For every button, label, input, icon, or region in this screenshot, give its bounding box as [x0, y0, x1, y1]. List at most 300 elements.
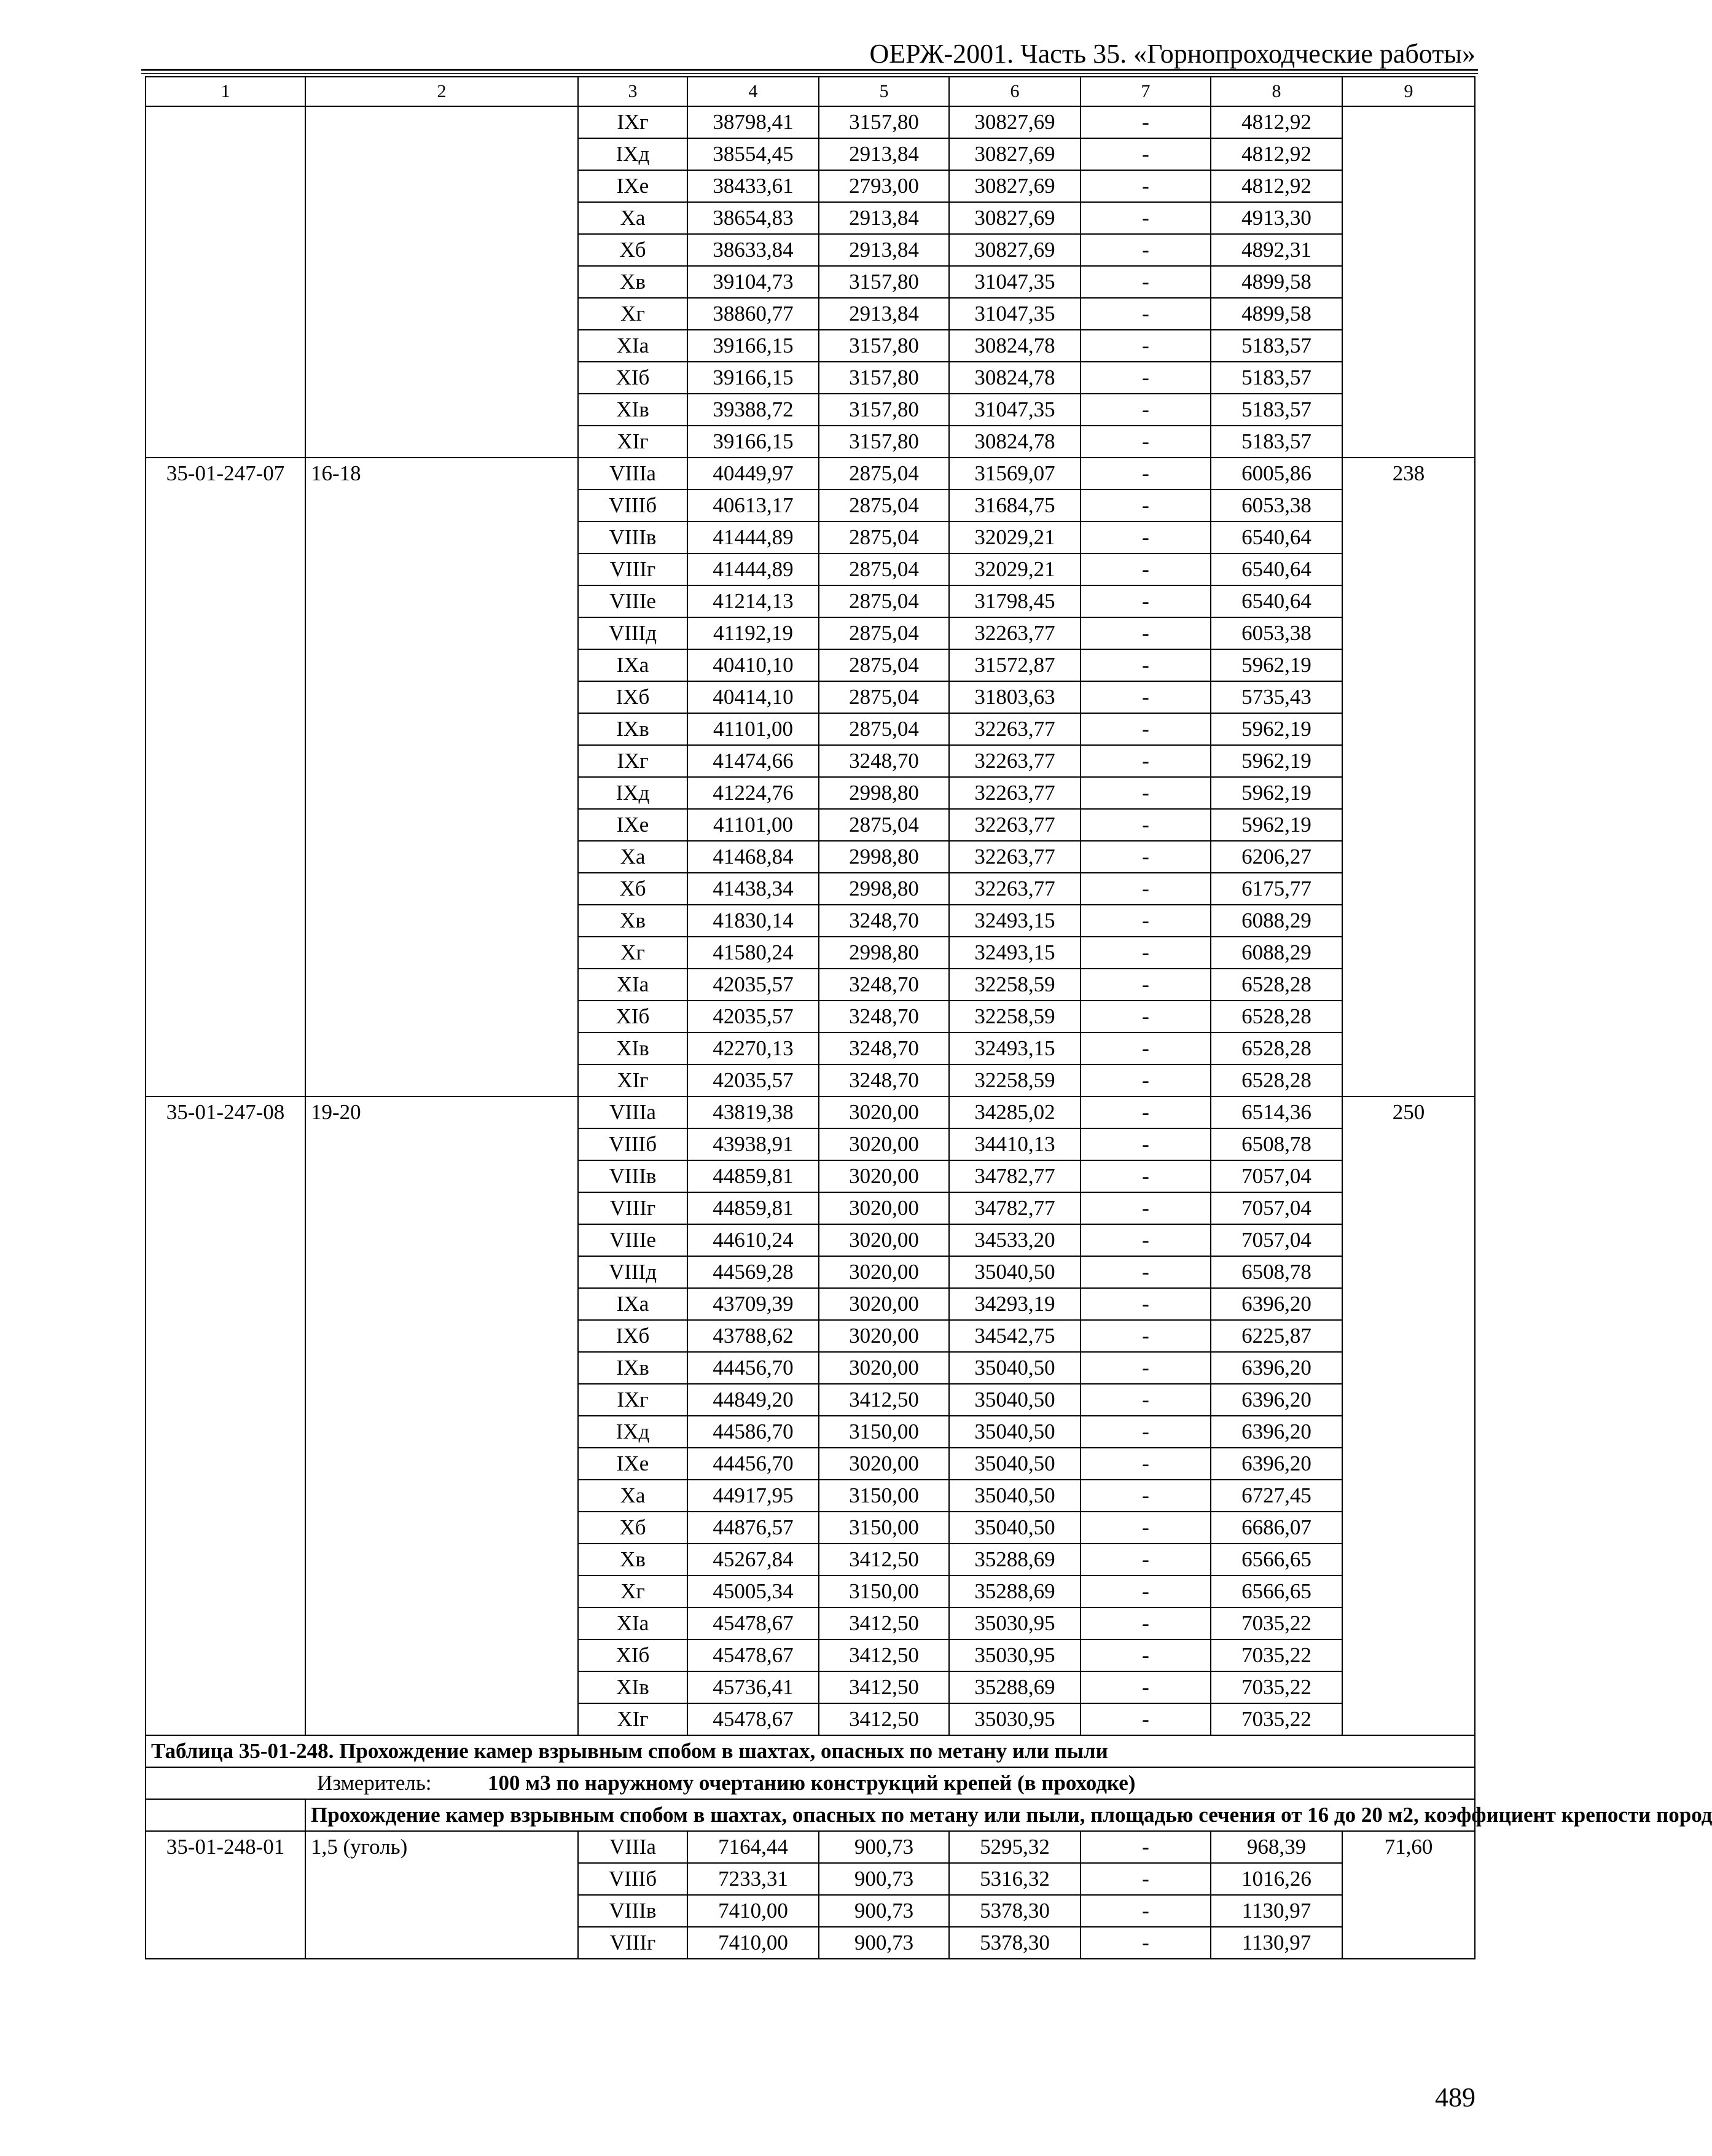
table-row [146, 1831, 1475, 1863]
total-cost-cell: 45736,41 [687, 1671, 819, 1703]
total-cost-cell: 44569,28 [687, 1256, 819, 1288]
driver-wage-cell: - [1081, 1224, 1211, 1256]
total-cost-cell: 7410,00 [687, 1895, 819, 1927]
machine-cost-cell: 32263,77 [949, 873, 1081, 905]
labor-cost-cell: 900,73 [819, 1863, 949, 1895]
driver-wage-cell: - [1081, 1863, 1211, 1895]
machine-cost-cell: 32493,15 [949, 905, 1081, 937]
machine-cost-cell: 30827,69 [949, 234, 1081, 266]
total-cost-cell: 39166,15 [687, 426, 819, 458]
labor-cost-cell: 3020,00 [819, 1256, 949, 1288]
materials-cost-cell: 6566,65 [1211, 1576, 1342, 1607]
total-cost-cell: 45267,84 [687, 1544, 819, 1576]
rock-category-cell: XIа [578, 1607, 687, 1639]
labor-cost-cell: 2875,04 [819, 681, 949, 713]
total-cost-cell: 42035,57 [687, 1001, 819, 1033]
materials-cost-cell: 7035,22 [1211, 1639, 1342, 1671]
unit-label: Измеритель: [317, 1771, 432, 1795]
rate-code-cell: 35-01-248-01 [146, 1831, 305, 1959]
machine-cost-cell: 34285,02 [949, 1096, 1081, 1128]
labor-cost-cell: 2875,04 [819, 458, 949, 490]
unit-row [146, 1767, 1475, 1799]
materials-cost-cell: 6528,28 [1211, 1064, 1342, 1096]
machine-cost-cell: 31047,35 [949, 394, 1081, 426]
rock-category-cell: Xа [578, 1480, 687, 1512]
total-cost-cell: 43938,91 [687, 1128, 819, 1160]
machine-cost-cell: 32263,77 [949, 841, 1081, 873]
table-title: Таблица 35-01-248. Прохождение камер взрывным спобом в шахтах, опасных по метану или пыли [146, 1735, 1475, 1767]
driver-wage-cell: - [1081, 809, 1211, 841]
driver-wage-cell: - [1081, 266, 1211, 298]
rock-category-cell: Xб [578, 1512, 687, 1544]
driver-wage-cell: - [1081, 106, 1211, 138]
total-cost-cell: 41438,34 [687, 873, 819, 905]
materials-cost-cell: 6396,20 [1211, 1288, 1342, 1320]
rock-category-cell: VIIIб [578, 490, 687, 521]
machine-cost-cell: 34782,77 [949, 1160, 1081, 1192]
machine-cost-cell: 34410,13 [949, 1128, 1081, 1160]
machine-cost-cell: 30827,69 [949, 138, 1081, 170]
table-title-row [146, 1735, 1475, 1767]
labor-cost-cell: 3412,50 [819, 1544, 949, 1576]
driver-wage-cell: - [1081, 1256, 1211, 1288]
col-num-5: 5 [819, 77, 949, 106]
rock-category-cell: IXв [578, 713, 687, 745]
driver-wage-cell: - [1081, 170, 1211, 202]
total-cost-cell: 38554,45 [687, 138, 819, 170]
labor-cost-cell: 2913,84 [819, 202, 949, 234]
labor-cost-cell: 3150,00 [819, 1416, 949, 1448]
total-cost-cell: 44586,70 [687, 1416, 819, 1448]
total-cost-cell: 44456,70 [687, 1448, 819, 1480]
rock-category-cell: VIIIб [578, 1128, 687, 1160]
total-cost-cell: 41830,14 [687, 905, 819, 937]
driver-wage-cell: - [1081, 1416, 1211, 1448]
machine-cost-cell: 35030,95 [949, 1639, 1081, 1671]
machine-cost-cell: 35040,50 [949, 1512, 1081, 1544]
machine-cost-cell: 32263,77 [949, 713, 1081, 745]
labor-cost-cell: 2875,04 [819, 713, 949, 745]
total-cost-cell: 44876,57 [687, 1512, 819, 1544]
rock-category-cell: Xг [578, 298, 687, 330]
labor-cost-cell: 900,73 [819, 1895, 949, 1927]
total-cost-cell: 39104,73 [687, 266, 819, 298]
driver-wage-cell: - [1081, 969, 1211, 1001]
rock-category-cell: XIа [578, 969, 687, 1001]
work-description: Прохождение камер взрывным спобом в шахтах, опасных по метану или пыли, площадью сечения от 16 до 20 м2, коэффициент крепости пород [305, 1799, 1475, 1831]
machine-cost-cell: 35288,69 [949, 1576, 1081, 1607]
driver-wage-cell: - [1081, 1352, 1211, 1384]
labor-cost-cell: 900,73 [819, 1831, 949, 1863]
labor-cost-cell: 3150,00 [819, 1480, 949, 1512]
machine-cost-cell: 32493,15 [949, 937, 1081, 969]
driver-wage-cell: - [1081, 330, 1211, 362]
rock-category-cell: IXб [578, 681, 687, 713]
total-cost-cell: 38654,83 [687, 202, 819, 234]
total-cost-cell: 44456,70 [687, 1352, 819, 1384]
labor-hours-cell [1342, 106, 1475, 458]
total-cost-cell: 45478,67 [687, 1639, 819, 1671]
materials-cost-cell: 4892,31 [1211, 234, 1342, 266]
labor-cost-cell: 3248,70 [819, 1001, 949, 1033]
total-cost-cell: 40449,97 [687, 458, 819, 490]
materials-cost-cell: 5183,57 [1211, 426, 1342, 458]
rock-category-cell: XIв [578, 1671, 687, 1703]
driver-wage-cell: - [1081, 905, 1211, 937]
materials-cost-cell: 5962,19 [1211, 809, 1342, 841]
labor-cost-cell: 3150,00 [819, 1576, 949, 1607]
header-rule [141, 69, 1478, 71]
labor-cost-cell: 3020,00 [819, 1224, 949, 1256]
rock-category-cell: XIб [578, 362, 687, 394]
total-cost-cell: 40410,10 [687, 649, 819, 681]
machine-cost-cell: 31569,07 [949, 458, 1081, 490]
driver-wage-cell: - [1081, 1639, 1211, 1671]
labor-cost-cell: 2998,80 [819, 873, 949, 905]
materials-cost-cell: 6508,78 [1211, 1256, 1342, 1288]
materials-cost-cell: 5962,19 [1211, 713, 1342, 745]
description-blank-cell [146, 1799, 305, 1831]
machine-cost-cell: 5295,32 [949, 1831, 1081, 1863]
labor-cost-cell: 2913,84 [819, 298, 949, 330]
labor-cost-cell: 3157,80 [819, 106, 949, 138]
labor-cost-cell: 2875,04 [819, 490, 949, 521]
labor-cost-cell: 2793,00 [819, 170, 949, 202]
machine-cost-cell: 31803,63 [949, 681, 1081, 713]
materials-cost-cell: 6540,64 [1211, 521, 1342, 553]
parameter-cell: 19-20 [305, 1096, 578, 1735]
labor-cost-cell: 3248,70 [819, 745, 949, 777]
driver-wage-cell: - [1081, 553, 1211, 585]
materials-cost-cell: 6396,20 [1211, 1352, 1342, 1384]
labor-hours-cell: 250 [1342, 1096, 1475, 1735]
driver-wage-cell: - [1081, 298, 1211, 330]
rock-category-cell: IXб [578, 1320, 687, 1352]
labor-cost-cell: 2875,04 [819, 521, 949, 553]
materials-cost-cell: 1130,97 [1211, 1927, 1342, 1959]
rock-category-cell: VIIIа [578, 1831, 687, 1863]
rate-code-cell: 35-01-247-07 [146, 458, 305, 1096]
rock-category-cell: IXг [578, 106, 687, 138]
total-cost-cell: 41214,13 [687, 585, 819, 617]
labor-cost-cell: 3020,00 [819, 1320, 949, 1352]
driver-wage-cell: - [1081, 617, 1211, 649]
materials-cost-cell: 6528,28 [1211, 969, 1342, 1001]
rate-code-cell: 35-01-247-08 [146, 1096, 305, 1735]
driver-wage-cell: - [1081, 841, 1211, 873]
total-cost-cell: 41474,66 [687, 745, 819, 777]
machine-cost-cell: 5378,30 [949, 1927, 1081, 1959]
labor-cost-cell: 3020,00 [819, 1192, 949, 1224]
machine-cost-cell: 32263,77 [949, 617, 1081, 649]
machine-cost-cell: 30827,69 [949, 106, 1081, 138]
labor-cost-cell: 2875,04 [819, 649, 949, 681]
rock-category-cell: Xв [578, 266, 687, 298]
machine-cost-cell: 35040,50 [949, 1384, 1081, 1416]
rock-category-cell: IXа [578, 649, 687, 681]
description-row [146, 1799, 1475, 1831]
materials-cost-cell: 6053,38 [1211, 490, 1342, 521]
rock-category-cell: Xб [578, 873, 687, 905]
parameter-cell: 16-18 [305, 458, 578, 1096]
col-num-4: 4 [687, 77, 819, 106]
total-cost-cell: 41192,19 [687, 617, 819, 649]
machine-cost-cell: 5316,32 [949, 1863, 1081, 1895]
total-cost-cell: 39166,15 [687, 330, 819, 362]
materials-cost-cell: 6396,20 [1211, 1384, 1342, 1416]
rock-category-cell: XIг [578, 1064, 687, 1096]
driver-wage-cell: - [1081, 458, 1211, 490]
driver-wage-cell: - [1081, 777, 1211, 809]
labor-cost-cell: 3020,00 [819, 1128, 949, 1160]
driver-wage-cell: - [1081, 1480, 1211, 1512]
rock-category-cell: VIIIб [578, 1863, 687, 1895]
labor-cost-cell: 3412,50 [819, 1384, 949, 1416]
materials-cost-cell: 4812,92 [1211, 138, 1342, 170]
rock-category-cell: VIIIг [578, 1927, 687, 1959]
driver-wage-cell: - [1081, 1128, 1211, 1160]
materials-cost-cell: 7057,04 [1211, 1224, 1342, 1256]
total-cost-cell: 43709,39 [687, 1288, 819, 1320]
rock-category-cell: VIIIа [578, 1096, 687, 1128]
materials-cost-cell: 6508,78 [1211, 1128, 1342, 1160]
rock-category-cell: Xг [578, 1576, 687, 1607]
rock-category-cell: VIIIд [578, 1256, 687, 1288]
labor-cost-cell: 2875,04 [819, 553, 949, 585]
rock-category-cell: VIIIг [578, 553, 687, 585]
col-num-8: 8 [1211, 77, 1342, 106]
driver-wage-cell: - [1081, 1671, 1211, 1703]
rock-category-cell: VIIIд [578, 617, 687, 649]
rock-category-cell: IXд [578, 138, 687, 170]
rock-category-cell: Xв [578, 905, 687, 937]
rock-category-cell: XIв [578, 1033, 687, 1064]
driver-wage-cell: - [1081, 426, 1211, 458]
machine-cost-cell: 30827,69 [949, 202, 1081, 234]
labor-cost-cell: 3157,80 [819, 266, 949, 298]
rock-category-cell: IXд [578, 1416, 687, 1448]
total-cost-cell: 7164,44 [687, 1831, 819, 1863]
materials-cost-cell: 7057,04 [1211, 1192, 1342, 1224]
materials-cost-cell: 4812,92 [1211, 106, 1342, 138]
total-cost-cell: 43788,62 [687, 1320, 819, 1352]
rock-category-cell: XIг [578, 426, 687, 458]
labor-cost-cell: 3157,80 [819, 426, 949, 458]
materials-cost-cell: 5962,19 [1211, 649, 1342, 681]
machine-cost-cell: 34782,77 [949, 1192, 1081, 1224]
materials-cost-cell: 4913,30 [1211, 202, 1342, 234]
parameter-cell [305, 106, 578, 458]
labor-cost-cell: 2913,84 [819, 138, 949, 170]
table-row [146, 458, 1475, 490]
rock-category-cell: XIг [578, 1703, 687, 1735]
total-cost-cell: 38798,41 [687, 106, 819, 138]
materials-cost-cell: 4899,58 [1211, 266, 1342, 298]
machine-cost-cell: 32029,21 [949, 553, 1081, 585]
labor-cost-cell: 2913,84 [819, 234, 949, 266]
table-row [146, 106, 1475, 138]
materials-cost-cell: 6528,28 [1211, 1033, 1342, 1064]
col-num-7: 7 [1081, 77, 1211, 106]
labor-cost-cell: 2998,80 [819, 937, 949, 969]
materials-cost-cell: 5962,19 [1211, 777, 1342, 809]
total-cost-cell: 41101,00 [687, 809, 819, 841]
labor-cost-cell: 3150,00 [819, 1512, 949, 1544]
unit-value: 100 м3 по наружному очертанию конструкций крепей (в проходке) [488, 1771, 1136, 1795]
driver-wage-cell: - [1081, 1160, 1211, 1192]
total-cost-cell: 44849,20 [687, 1384, 819, 1416]
table-body [146, 77, 1712, 1959]
driver-wage-cell: - [1081, 1895, 1211, 1927]
driver-wage-cell: - [1081, 1096, 1211, 1128]
materials-cost-cell: 7035,22 [1211, 1671, 1342, 1703]
machine-cost-cell: 35040,50 [949, 1448, 1081, 1480]
driver-wage-cell: - [1081, 1384, 1211, 1416]
driver-wage-cell: - [1081, 649, 1211, 681]
materials-cost-cell: 6396,20 [1211, 1416, 1342, 1448]
labor-cost-cell: 3157,80 [819, 394, 949, 426]
machine-cost-cell: 34533,20 [949, 1224, 1081, 1256]
total-cost-cell: 39388,72 [687, 394, 819, 426]
materials-cost-cell: 6053,38 [1211, 617, 1342, 649]
machine-cost-cell: 32493,15 [949, 1033, 1081, 1064]
rock-category-cell: IXд [578, 777, 687, 809]
rock-category-cell: VIIIв [578, 1160, 687, 1192]
labor-hours-cell: 238 [1342, 458, 1475, 1096]
machine-cost-cell: 35030,95 [949, 1607, 1081, 1639]
materials-cost-cell: 5183,57 [1211, 330, 1342, 362]
rock-category-cell: XIб [578, 1001, 687, 1033]
col-num-1: 1 [146, 77, 305, 106]
driver-wage-cell: - [1081, 138, 1211, 170]
machine-cost-cell: 32029,21 [949, 521, 1081, 553]
labor-cost-cell: 3020,00 [819, 1160, 949, 1192]
rate-code-cell [146, 106, 305, 458]
machine-cost-cell: 31798,45 [949, 585, 1081, 617]
labor-hours-cell: 71,60 [1342, 1831, 1475, 1959]
table-row [146, 1096, 1475, 1128]
total-cost-cell: 38433,61 [687, 170, 819, 202]
col-num-6: 6 [949, 77, 1081, 106]
driver-wage-cell: - [1081, 1927, 1211, 1959]
machine-cost-cell: 35030,95 [949, 1703, 1081, 1735]
col-num-3: 3 [578, 77, 687, 106]
driver-wage-cell: - [1081, 713, 1211, 745]
machine-cost-cell: 31047,35 [949, 266, 1081, 298]
labor-cost-cell: 3020,00 [819, 1096, 949, 1128]
labor-cost-cell: 3157,80 [819, 330, 949, 362]
labor-cost-cell: 2875,04 [819, 585, 949, 617]
driver-wage-cell: - [1081, 873, 1211, 905]
rock-category-cell: XIв [578, 394, 687, 426]
driver-wage-cell: - [1081, 1512, 1211, 1544]
materials-cost-cell: 4812,92 [1211, 170, 1342, 202]
driver-wage-cell: - [1081, 937, 1211, 969]
driver-wage-cell: - [1081, 1192, 1211, 1224]
materials-cost-cell: 6514,36 [1211, 1096, 1342, 1128]
materials-cost-cell: 5183,57 [1211, 394, 1342, 426]
labor-cost-cell: 900,73 [819, 1927, 949, 1959]
total-cost-cell: 44859,81 [687, 1192, 819, 1224]
labor-cost-cell: 3412,50 [819, 1639, 949, 1671]
parameter-cell: 1,5 (уголь) [305, 1831, 578, 1959]
labor-cost-cell: 3020,00 [819, 1448, 949, 1480]
rock-category-cell: VIIIе [578, 585, 687, 617]
driver-wage-cell: - [1081, 1288, 1211, 1320]
materials-cost-cell: 968,39 [1211, 1831, 1342, 1863]
rates-table [145, 76, 1712, 1959]
machine-cost-cell: 35040,50 [949, 1416, 1081, 1448]
materials-cost-cell: 7035,22 [1211, 1703, 1342, 1735]
labor-cost-cell: 3248,70 [819, 905, 949, 937]
driver-wage-cell: - [1081, 1064, 1211, 1096]
driver-wage-cell: - [1081, 1703, 1211, 1735]
rock-category-cell: IXе [578, 809, 687, 841]
materials-cost-cell: 1016,26 [1211, 1863, 1342, 1895]
rock-category-cell: Xа [578, 202, 687, 234]
labor-cost-cell: 3248,70 [819, 1033, 949, 1064]
driver-wage-cell: - [1081, 202, 1211, 234]
materials-cost-cell: 6396,20 [1211, 1448, 1342, 1480]
total-cost-cell: 42035,57 [687, 969, 819, 1001]
machine-cost-cell: 31572,87 [949, 649, 1081, 681]
machine-cost-cell: 32258,59 [949, 1001, 1081, 1033]
driver-wage-cell: - [1081, 1544, 1211, 1576]
labor-cost-cell: 2998,80 [819, 841, 949, 873]
driver-wage-cell: - [1081, 1576, 1211, 1607]
machine-cost-cell: 34542,75 [949, 1320, 1081, 1352]
rock-category-cell: IXе [578, 170, 687, 202]
materials-cost-cell: 4899,58 [1211, 298, 1342, 330]
materials-cost-cell: 6005,86 [1211, 458, 1342, 490]
total-cost-cell: 40414,10 [687, 681, 819, 713]
total-cost-cell: 39166,15 [687, 362, 819, 394]
machine-cost-cell: 32263,77 [949, 745, 1081, 777]
driver-wage-cell: - [1081, 362, 1211, 394]
materials-cost-cell: 6686,07 [1211, 1512, 1342, 1544]
materials-cost-cell: 6528,28 [1211, 1001, 1342, 1033]
machine-cost-cell: 35040,50 [949, 1256, 1081, 1288]
machine-cost-cell: 30827,69 [949, 170, 1081, 202]
rock-category-cell: IXг [578, 745, 687, 777]
total-cost-cell: 41468,84 [687, 841, 819, 873]
driver-wage-cell: - [1081, 1448, 1211, 1480]
total-cost-cell: 7233,31 [687, 1863, 819, 1895]
driver-wage-cell: - [1081, 585, 1211, 617]
rock-category-cell: Xг [578, 937, 687, 969]
machine-cost-cell: 35288,69 [949, 1671, 1081, 1703]
materials-cost-cell: 6206,27 [1211, 841, 1342, 873]
materials-cost-cell: 6088,29 [1211, 905, 1342, 937]
machine-cost-cell: 32263,77 [949, 777, 1081, 809]
col-num-9: 9 [1342, 77, 1475, 106]
labor-cost-cell: 3412,50 [819, 1703, 949, 1735]
materials-cost-cell: 6175,77 [1211, 873, 1342, 905]
unit-cell [146, 1767, 1475, 1799]
header-rule-thin [141, 73, 1478, 74]
total-cost-cell: 7410,00 [687, 1927, 819, 1959]
driver-wage-cell: - [1081, 394, 1211, 426]
labor-cost-cell: 2998,80 [819, 777, 949, 809]
rock-category-cell: VIIIе [578, 1224, 687, 1256]
labor-cost-cell: 3248,70 [819, 969, 949, 1001]
labor-cost-cell: 3412,50 [819, 1607, 949, 1639]
rock-category-cell: IXг [578, 1384, 687, 1416]
total-cost-cell: 41580,24 [687, 937, 819, 969]
materials-cost-cell: 1130,97 [1211, 1895, 1342, 1927]
materials-cost-cell: 7057,04 [1211, 1160, 1342, 1192]
labor-cost-cell: 2875,04 [819, 809, 949, 841]
